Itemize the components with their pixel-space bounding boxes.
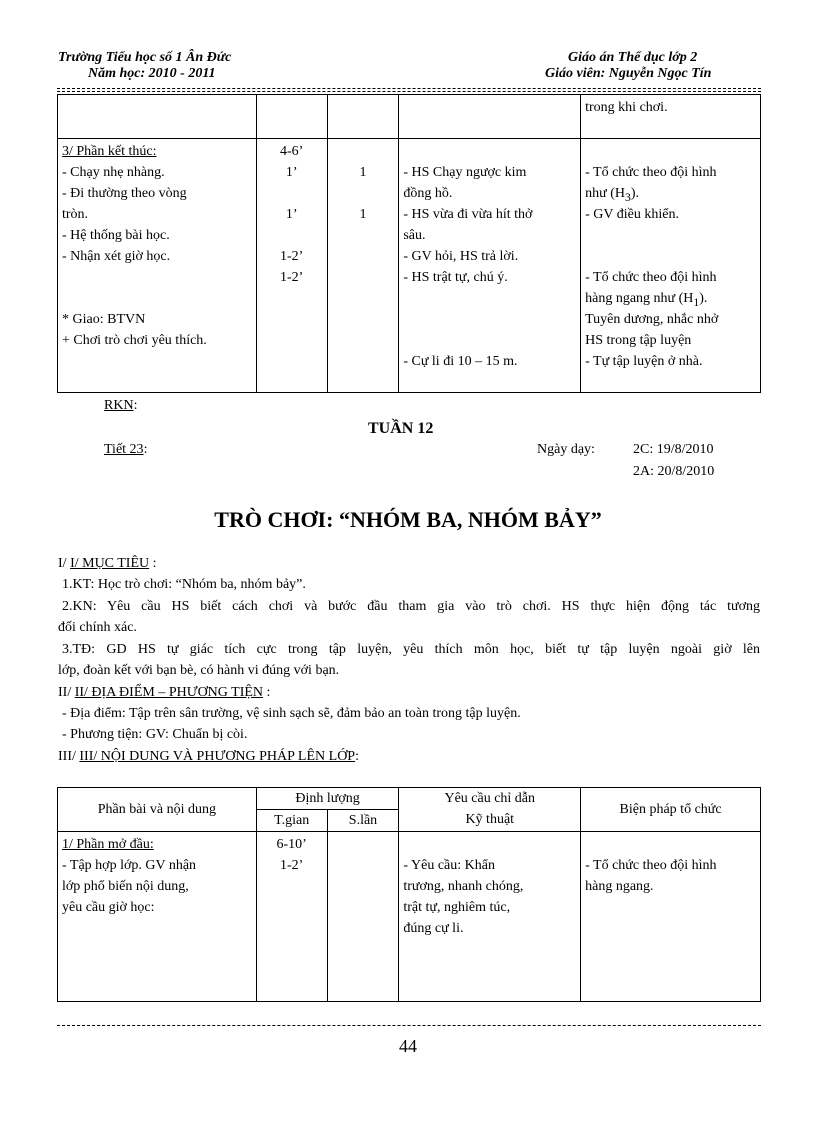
page-number: 44 <box>399 1036 417 1056</box>
list-item: + Chơi trò chơi yêu thích. <box>62 333 207 348</box>
count-value: 1 <box>359 165 367 180</box>
requirement-line: trật tự, nghiêm túc, <box>403 900 511 915</box>
time-value: 4-6’ <box>280 144 304 159</box>
section2-tools: - Phương tiện: GV: Chuẩn bị còi. <box>62 727 248 742</box>
header-year: Năm học: 2010 - 2011 <box>88 66 216 81</box>
header-teacher: Giáo viên: Nguyễn Ngọc Tín <box>545 66 712 81</box>
end-section-title: 3/ Phần kết thúc: <box>62 144 157 159</box>
section2-heading: II/ II/ ĐỊA ĐIỂM – PHƯƠNG TIỆN : <box>58 685 271 700</box>
table1-organization-cell <box>581 139 761 393</box>
th-requirement: Yêu cầu chỉ dẫn Kỹ thuật <box>399 788 581 832</box>
list-item: tròn. <box>62 207 89 222</box>
th-amount: Định lượng <box>256 788 399 810</box>
time-value: 1-2’ <box>279 858 304 873</box>
requirement-line: - HS trật tự, chú ý. <box>403 270 508 285</box>
rkn-label: RKN: <box>104 398 138 413</box>
header-plan: Giáo án Thể dục lớp 2 <box>568 50 698 65</box>
header-divider-2 <box>57 91 761 92</box>
table1-top-cell-3 <box>327 95 399 139</box>
table2-count-cell <box>327 832 399 1002</box>
requirement-line: - Cự li đi 10 – 15 m. <box>403 354 518 369</box>
requirement-line: - HS Chạy ngược kim <box>403 165 527 180</box>
requirement-line: - Yêu cầu: Khẩn <box>403 858 495 873</box>
start-section-title: 1/ Phần mở đầu: <box>62 837 154 852</box>
organization-line: - GV điều khiển. <box>585 207 679 222</box>
list-item: - Đi thường theo vòng <box>62 186 187 201</box>
th-time: T.gian <box>256 810 327 832</box>
list-item: yêu cầu giờ học: <box>62 900 155 915</box>
list-item: lớp phổ biến nội dung, <box>62 879 189 894</box>
teach-date-label: Ngày dạy: <box>537 442 595 457</box>
page-title: TRÒ CHƠI: “NHÓM BA, NHÓM BẢY” <box>214 507 602 532</box>
table1-top-text: trong khi chơi. <box>585 100 668 115</box>
table1-top-cell-4 <box>399 95 581 139</box>
requirement-line: trương, nhanh chóng, <box>403 879 524 894</box>
th-content: Phần bài và nội dung <box>58 788 257 832</box>
table1-top-cell-1 <box>58 95 257 139</box>
organization-line: - Tổ chức theo đội hình <box>585 270 717 285</box>
organization-line: Tuyên dương, nhắc nhở <box>585 312 719 327</box>
table1-top-cell-5 <box>581 95 761 139</box>
table1-top-cell-2 <box>256 95 327 139</box>
list-item: - Tập hợp lớp. GV nhận <box>62 858 197 873</box>
section1-kn-line2: đối chính xác. <box>58 620 137 635</box>
header-school: Trường Tiểu học số 1 Ân Đức <box>58 50 232 65</box>
footer-divider <box>57 1025 761 1026</box>
table2-content-cell <box>58 832 257 1002</box>
requirement-line: đúng cự li. <box>403 921 464 936</box>
time-value: 6-10’ <box>276 837 307 852</box>
activity-table-end <box>57 94 761 393</box>
table1-time-cell <box>256 139 327 393</box>
organization-line: - Tổ chức theo đội hình <box>585 165 717 180</box>
table1-content-cell <box>58 139 257 393</box>
section1-td-line2: lớp, đoàn kết với bạn bè, có hành vi đúng với bạn. <box>58 663 340 678</box>
th-times: S.lần <box>327 810 399 832</box>
section1-heading: I/ I/ MỤC TIÊU : <box>58 556 157 571</box>
organization-line: HS trong tập luyện <box>585 333 692 348</box>
time-value: 1’ <box>285 207 298 222</box>
activity-table-start <box>57 787 761 1002</box>
organization-line: như $(H_3)$. <box>585 186 639 204</box>
section1-td-line1: 3.TĐ: GD HS tự giác tích cực trong tập luyện, yêu thích môn học, biết tự tập luyện ngoài giờ lên <box>62 642 760 657</box>
count-value: 1 <box>359 207 367 222</box>
table2-organization-cell <box>581 832 761 1002</box>
requirement-line: - HS vừa đi vừa hít thở <box>403 207 533 222</box>
table1-count-cell <box>327 139 399 393</box>
time-value: 1’ <box>285 165 298 180</box>
list-item: - Hệ thống bài học. <box>62 228 170 243</box>
section1-kt: 1.KT: Học trò chơi: “Nhóm ba, nhóm bảy”. <box>62 577 306 592</box>
teach-date-2a: 2A: 20/8/2010 <box>633 464 715 479</box>
teach-date-2c: 2C: 19/8/2010 <box>633 442 714 457</box>
header-divider <box>57 88 761 89</box>
requirement-line: sâu. <box>403 228 426 243</box>
organization-line: - Tự tập luyện ở nhà. <box>585 354 703 369</box>
organization-line: hàng ngang. <box>585 879 654 894</box>
time-value: 1-2’ <box>280 270 304 285</box>
section2-place: - Địa điểm: Tập trên sân trường, vệ sinh sạch sẽ, đảm bảo an toàn trong tập luyện. <box>62 706 521 721</box>
week-title: TUẦN 12 <box>368 420 434 437</box>
table1-requirement-cell <box>399 139 581 393</box>
table2-requirement-cell <box>399 832 581 1002</box>
list-item: - Nhận xét giờ học. <box>62 249 171 264</box>
requirement-line: - GV hỏi, HS trả lời. <box>403 249 519 264</box>
section1-heading-label: I/ <box>58 556 71 571</box>
organization-line: - Tổ chức theo đội hình <box>585 858 717 873</box>
table2-time-cell <box>256 832 327 1002</box>
lesson-label: Tiết 23: <box>104 442 148 457</box>
time-value: 1-2’ <box>280 249 304 264</box>
section3-heading: III/ III/ NỘI DUNG VÀ PHƯƠNG PHÁP LÊN LỚP: <box>58 749 359 764</box>
requirement-line: đồng hồ. <box>403 186 453 201</box>
list-item: - Chạy nhẹ nhàng. <box>62 165 165 180</box>
section1-kn-line1: 2.KN: Yêu cầu HS biết cách chơi và bước đầu tham gia vào trò chơi. HS thực hiện động tác tương <box>62 599 760 614</box>
list-item: * Giao: BTVN <box>62 312 146 327</box>
th-organization: Biện pháp tổ chức <box>581 788 761 832</box>
organization-line: hàng ngang như $(H_1)$. <box>585 291 708 309</box>
